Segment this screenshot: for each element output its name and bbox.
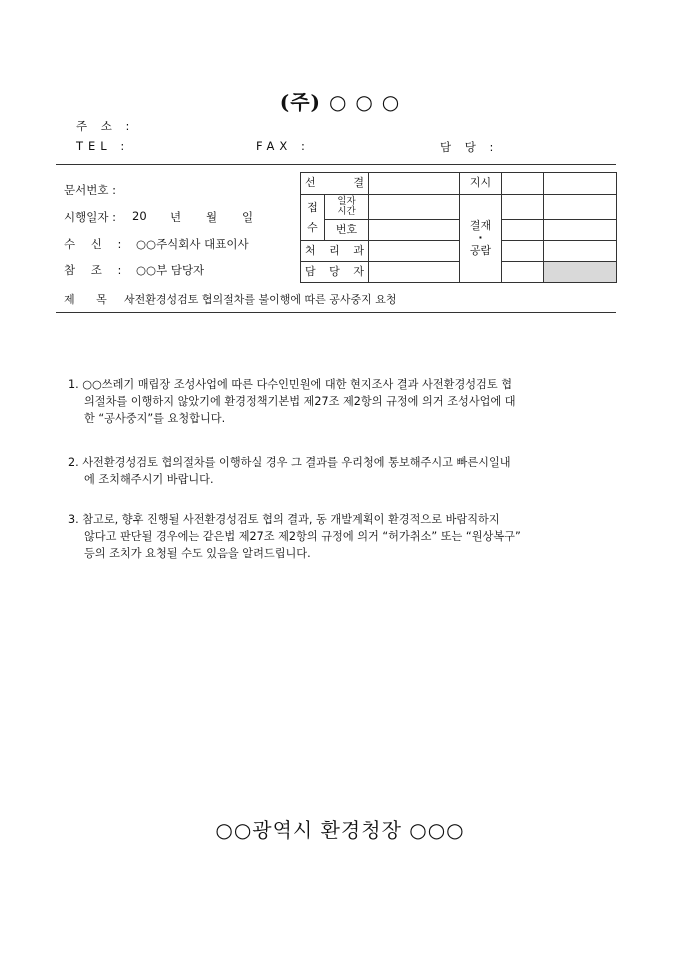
approval-cell-1 — [502, 195, 544, 220]
receipt-label — [301, 195, 325, 241]
recipient-value: ○○주식회사 대표이사 — [136, 237, 249, 251]
item-line: 않다고 판단될 경우에는 같은법 제27조 제2항의 규정에 의거 “허가취소” 또는 “원상복구” — [84, 530, 521, 543]
item-line: 참고로, 향후 진행될 사전환경성검토 협의 결과, 동 개발계획이 환경적으로 바람직하지 — [82, 513, 500, 526]
issue-date-label: 시행일자 : — [64, 210, 116, 224]
processing-dept-label: 처 리 과 — [301, 241, 369, 262]
item-number: 2. — [68, 456, 79, 469]
body-item-3 — [68, 511, 618, 562]
item-line: ○○쓰레기 매립장 조성사업에 따른 다수인민원에 대한 현지조사 결과 사전환경성검토 협 — [82, 378, 513, 391]
body-item-2 — [68, 454, 618, 488]
date-label: 일자 — [337, 195, 356, 207]
subject-label: 제 목 : — [64, 293, 141, 306]
body-item-1 — [68, 376, 618, 427]
address-label: 주 소 : — [76, 119, 135, 133]
datetime-cell — [369, 195, 460, 220]
approval-line1: 결재 — [469, 219, 492, 233]
company-name: (주) ○ ○ ○ — [279, 90, 401, 114]
approval-cell-5 — [502, 241, 544, 262]
approval-line2: 공람 — [469, 243, 492, 257]
day-unit: 일 — [242, 210, 254, 224]
preapproval-label: 선 결 — [301, 173, 369, 195]
instruction-label: 지시 — [460, 173, 502, 195]
person-in-charge-label: 담 당 자 — [301, 262, 369, 283]
approval-dot: · — [478, 231, 483, 245]
approval-cell-7 — [502, 262, 544, 283]
subject-divider — [56, 312, 616, 313]
processing-dept-cell — [369, 241, 460, 262]
month-unit: 월 — [206, 210, 218, 224]
person-in-charge-cell — [369, 262, 460, 283]
approval-cell-6 — [544, 241, 617, 262]
reference-value: ○○부 담당자 — [136, 263, 205, 277]
tel-label: TEL : — [76, 139, 130, 153]
approval-cell-2 — [544, 195, 617, 220]
recipient-label: 수 신 : — [64, 237, 128, 251]
manager-label: 담 당 : — [440, 140, 499, 154]
item-line: 에 조치해주시기 바랍니다. — [84, 473, 214, 486]
issuer-signature: ○○광역시 환경청장 ○○○ — [215, 818, 465, 842]
approval-cell-gray — [544, 262, 617, 283]
number-cell — [369, 220, 460, 241]
fax-label: FAX : — [256, 139, 310, 153]
header-divider — [56, 164, 616, 165]
item-line: 등의 조치가 요청될 수도 있음을 알려드립니다. — [84, 547, 311, 560]
doc-number-label: 문서번호 : — [64, 183, 116, 197]
receipt-text: 접수 — [307, 200, 318, 234]
item-line: 의절차를 이행하지 않았기에 환경정책기본법 제27조 제2항의 규정에 의거 조성사업에 대 — [84, 395, 516, 408]
instruction-cell-1 — [502, 173, 544, 195]
approval-cell-4 — [544, 220, 617, 241]
instruction-cell-2 — [544, 173, 617, 195]
number-label: 번호 — [325, 220, 369, 241]
time-label: 시간 — [337, 206, 356, 217]
preapproval-cell — [369, 173, 460, 195]
item-line: 한 “공사중지”를 요청합니다. — [84, 412, 226, 425]
approval-cell-3 — [502, 220, 544, 241]
datetime-label — [325, 195, 369, 220]
approval-table — [300, 172, 617, 283]
approval-label — [460, 195, 502, 283]
item-number: 3. — [68, 513, 79, 526]
item-line: 사전환경성검토 협의절차를 이행하실 경우 그 결과를 우리청에 통보해주시고 빠른시일내 — [82, 456, 511, 469]
issue-date-year: 20 — [132, 209, 147, 223]
year-unit: 년 — [170, 210, 182, 224]
item-number: 1. — [68, 378, 79, 391]
subject-value: 사전환경성검토 협의절차를 불이행에 따른 공사중지 요청 — [124, 293, 397, 306]
reference-label: 참 조 : — [64, 263, 128, 277]
